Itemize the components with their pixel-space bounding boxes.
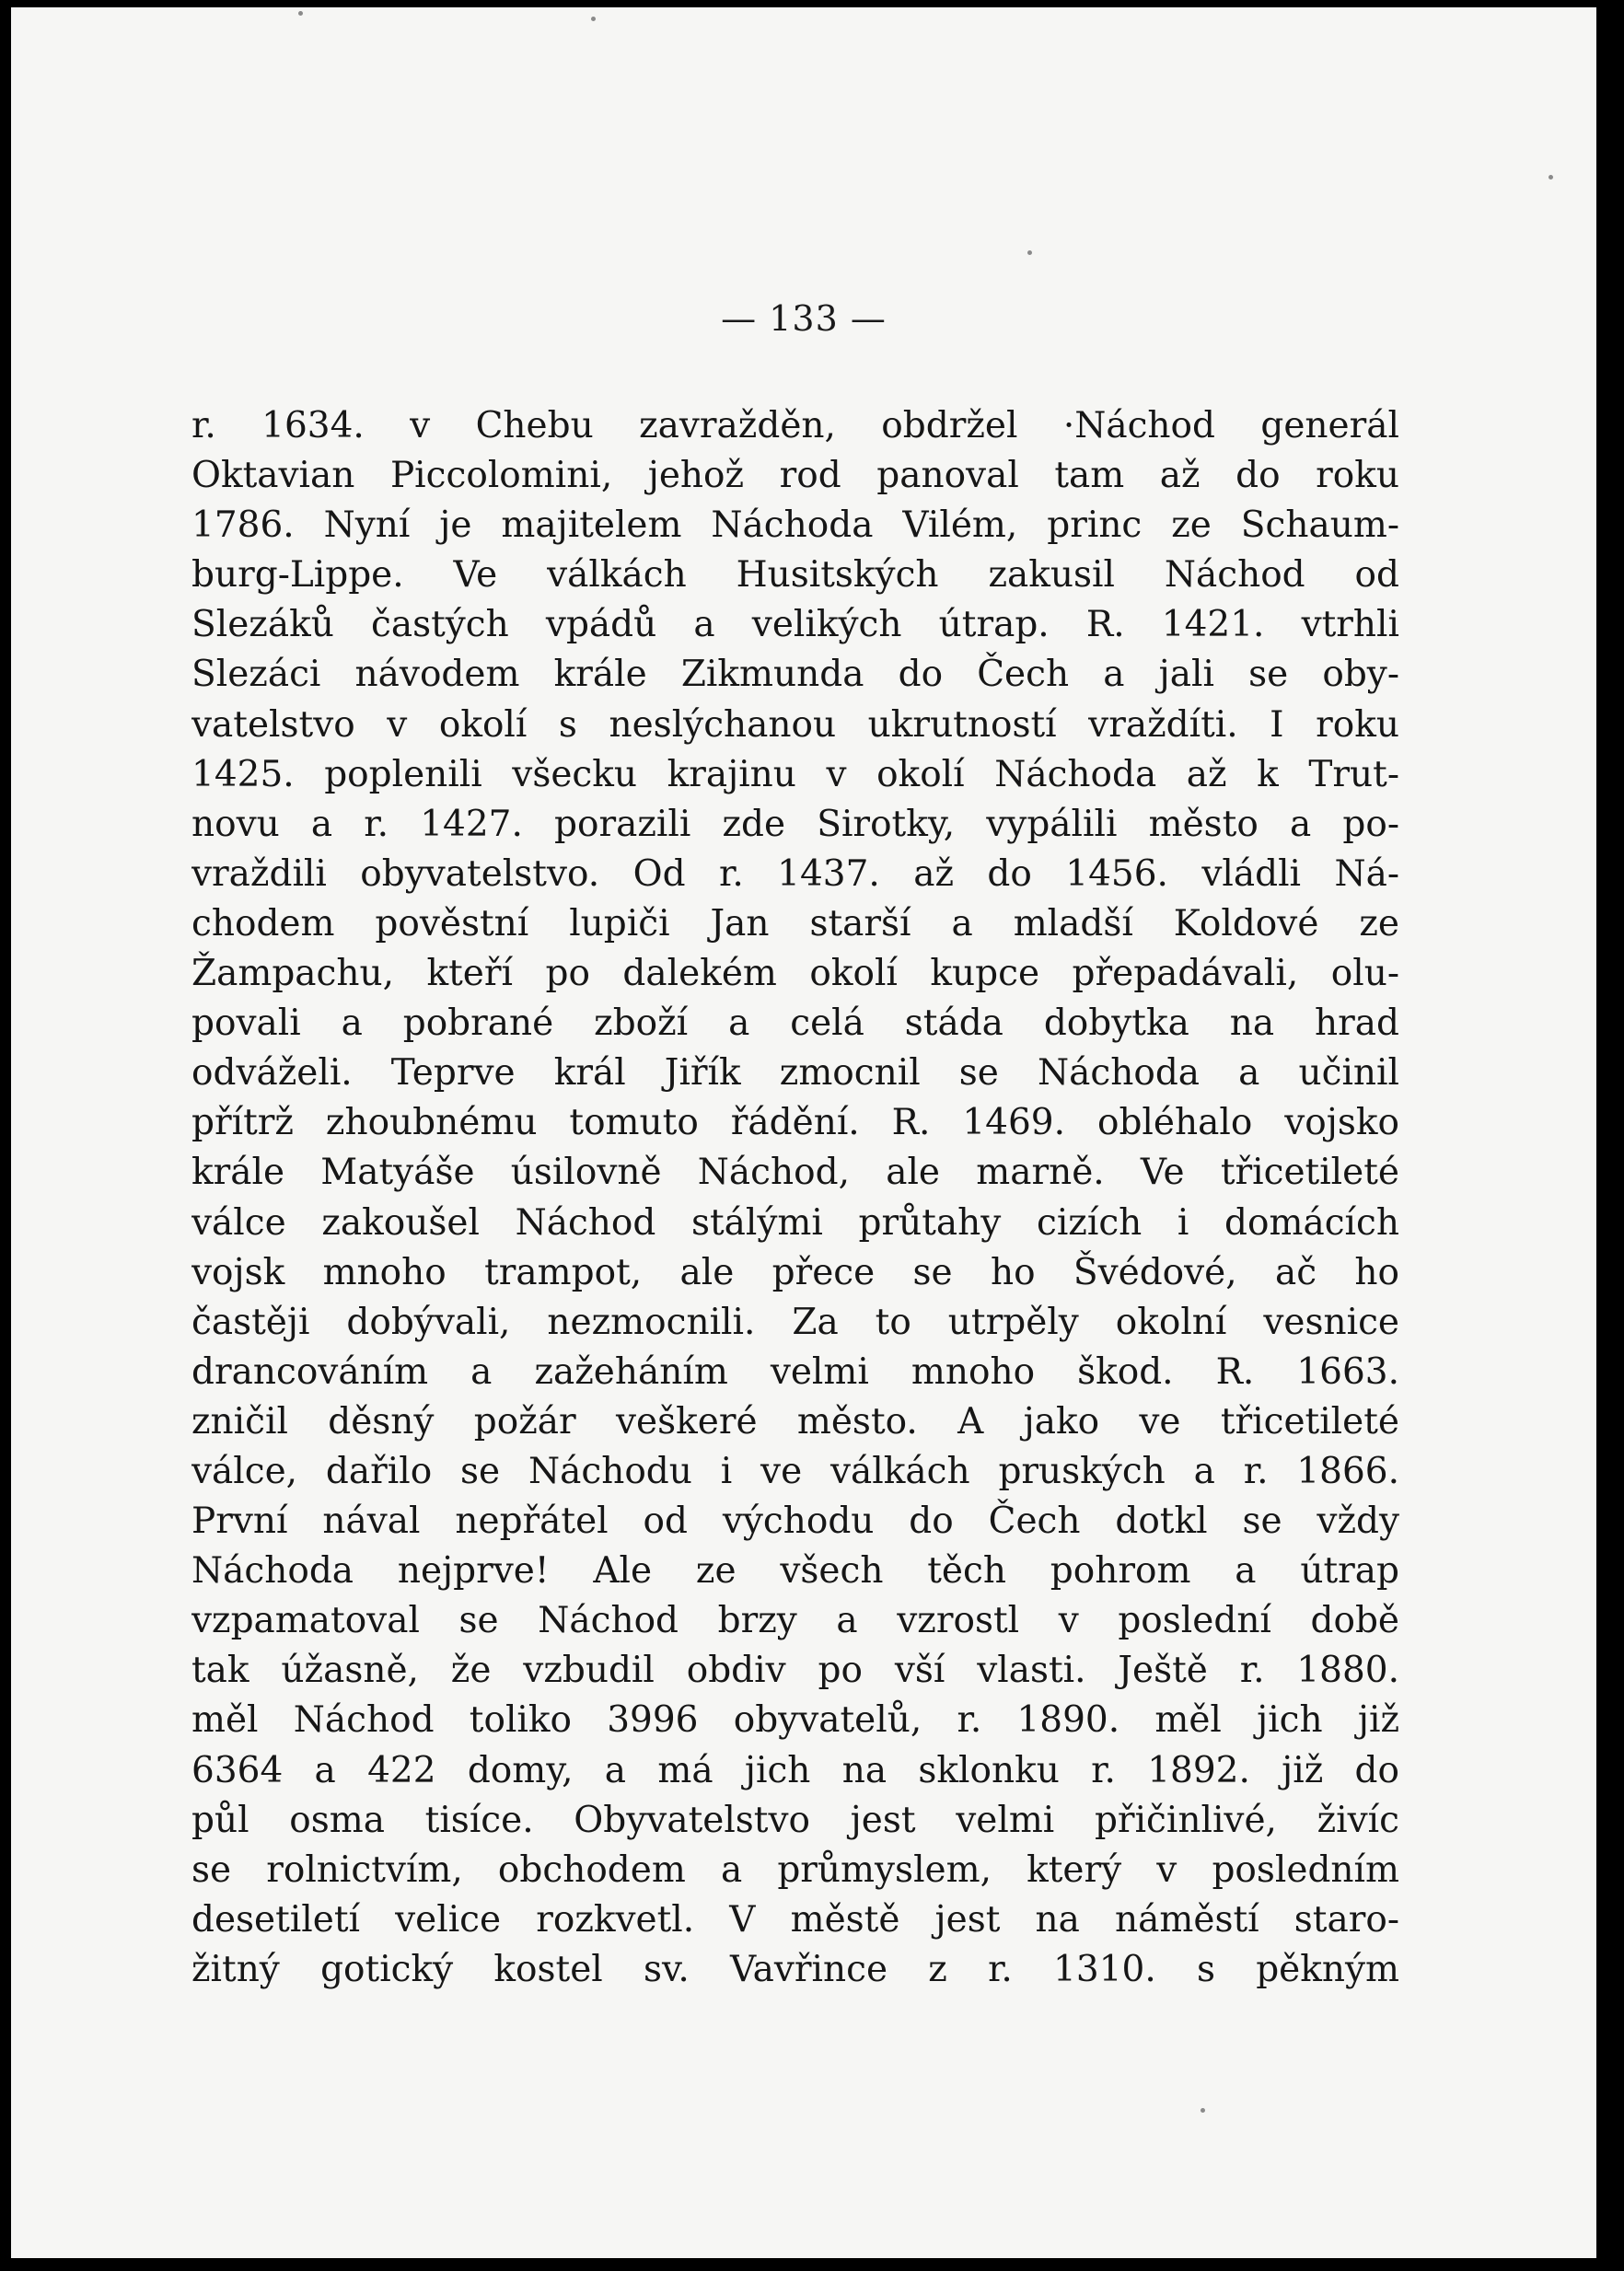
text-line: drancováním a zažeháním velmi mnoho škod. R. 1663. [191, 1350, 1399, 1393]
text-line: přítrž zhoubnému tomuto řádění. R. 1469. obléhalo vojsko [191, 1102, 1399, 1144]
text-line: Náchoda nejprve! Ale ze všech těch pohrom a útrap [191, 1550, 1399, 1593]
text-line: vojsk mnoho trampot, ale přece se ho Švédové, ač ho [191, 1251, 1399, 1293]
text-line: Žampachu, kteří po dalekém okolí kupce přepadávali, olu- [191, 953, 1399, 995]
page-number: — 133 — [721, 298, 887, 339]
text-line: žitný gotický kostel sv. Vavřince z r. 1310. s pěkným [191, 1948, 1399, 1990]
text-line: chodem pověstní lupiči Jan starší a mladší Koldové ze [191, 902, 1399, 944]
paper-speck [298, 11, 303, 16]
text-line: Oktavian Piccolomini, jehož rod panoval tam až do roku [191, 455, 1399, 497]
text-line: odváželi. Teprve král Jiřík zmocnil se Náchoda a učinil [191, 1052, 1399, 1095]
text-line: válce zakoušel Náchod stálými průtahy cizích i domácích [191, 1201, 1399, 1244]
body-text [191, 401, 1399, 1995]
text-line: novu a r. 1427. porazili zde Sirotky, vypálili město a po- [191, 803, 1399, 845]
text-line: zničil děsný požár veškeré město. A jako ve třicetileté [191, 1400, 1399, 1443]
paper-speck [1027, 250, 1032, 255]
text-line: povali a pobrané zboží a celá stáda dobytka na hrad [191, 1002, 1399, 1045]
text-line: častěji dobývali, nezmocnili. Za to utrpěly okolní vesnice [191, 1301, 1399, 1343]
text-line: tak úžasně, že vzbudil obdiv po vší vlasti. Ještě r. 1880. [191, 1650, 1399, 1692]
scan-border [1598, 0, 1624, 2271]
book-page [11, 7, 1596, 2258]
text-line: se rolnictvím, obchodem a průmyslem, který v posledním [191, 1848, 1399, 1891]
text-line: krále Matyáše úsilovně Náchod, ale marně. Ve třicetileté [191, 1152, 1399, 1194]
text-line: Slezáků častých vpádů a velikých útrap. R. 1421. vtrhli [191, 604, 1399, 646]
text-line: vatelstvo v okolí s neslýchanou ukrutností vraždíti. I roku [191, 703, 1399, 746]
text-line: půl osma tisíce. Obyvatelstvo jest velmi přičinlivé, živíc [191, 1799, 1399, 1841]
paper-speck [1549, 175, 1553, 180]
text-line: 6364 a 422 domy, a má jich na sklonku r. 1892. již do [191, 1749, 1399, 1791]
text-line: měl Náchod toliko 3996 obyvatelů, r. 1890. měl jich již [191, 1699, 1399, 1742]
paper-speck [1201, 2108, 1205, 2113]
paper-speck [591, 17, 596, 21]
text-line: válce, dařilo se Náchodu i ve válkách pruských a r. 1866. [191, 1450, 1399, 1492]
text-line: 1786. Nyní je majitelem Náchoda Vilém, princ ze Schaum- [191, 504, 1399, 547]
text-line: 1425. poplenili všecku krajinu v okolí Náchoda až k Trut- [191, 753, 1399, 795]
text-line: r. 1634. v Chebu zavražděn, obdržel ·Náchod generál [191, 405, 1399, 446]
text-line: vzpamatoval se Náchod brzy a vzrostl v poslední době [191, 1600, 1399, 1642]
text-line: desetiletí velice rozkvetl. V městě jest na náměstí staro- [191, 1898, 1399, 1941]
text-line: burg-Lippe. Ve válkách Husitských zakusil Náchod od [191, 554, 1399, 597]
text-line: Slezáci návodem krále Zikmunda do Čech a jali se oby- [191, 654, 1399, 696]
text-line: vraždili obyvatelstvo. Od r. 1437. až do 1456. vládli Ná- [191, 852, 1399, 895]
text-line: První nával nepřátel od východu do Čech dotkl se vždy [191, 1500, 1399, 1543]
